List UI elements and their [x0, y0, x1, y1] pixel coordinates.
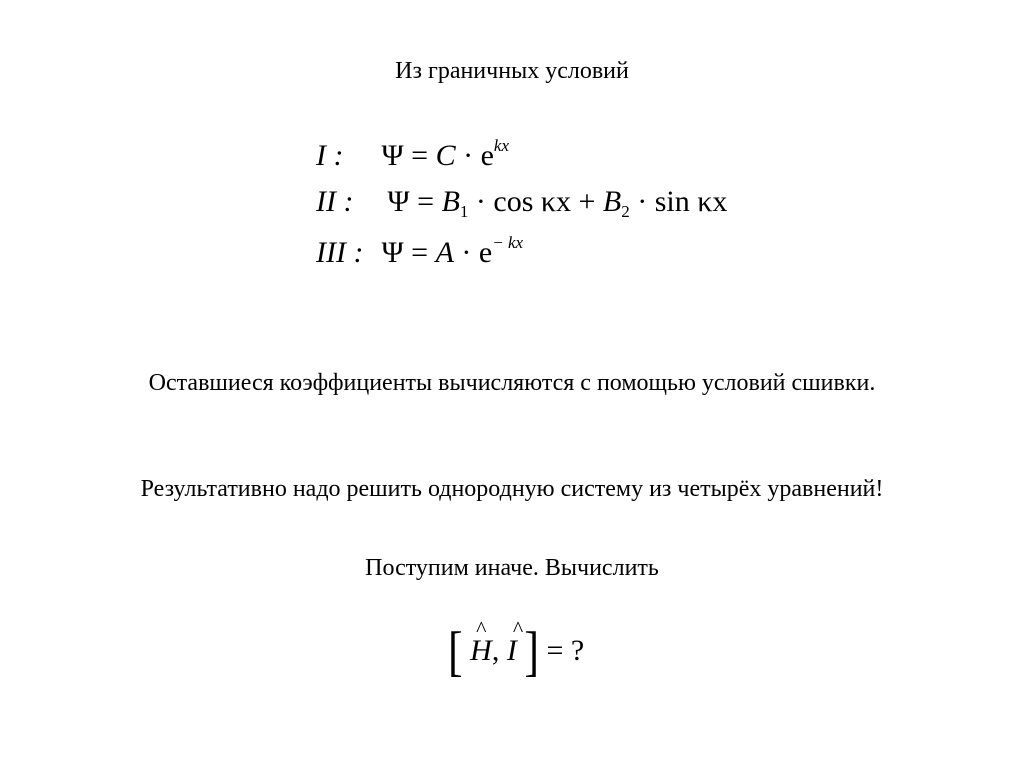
psi-symbol: Ψ — [381, 139, 404, 172]
operator-i-hat: ^ I — [507, 634, 517, 668]
subscript-1: 1 — [459, 202, 469, 221]
psi-symbol: Ψ — [387, 185, 410, 218]
coefficient-a: A — [435, 236, 454, 269]
equation-region-2 — [316, 185, 727, 222]
comma: , — [491, 634, 500, 667]
subscript-2: 2 — [621, 202, 630, 221]
exp-base: e — [480, 139, 494, 172]
sin-term: · sin κx — [637, 185, 728, 218]
close-bracket: ] — [524, 620, 539, 683]
exponent: − kx — [492, 233, 524, 252]
equation-label: III : — [316, 236, 364, 269]
dot-operator: · — [463, 139, 474, 172]
equation-region-3 — [316, 233, 523, 270]
remaining-coefficients-text: Оставшиеся коэффициенты вычисляются с помощью условий сшивки. — [148, 370, 876, 396]
equation-label: II : — [316, 185, 354, 218]
coefficient-c: C — [435, 139, 456, 172]
exp-base: e — [478, 236, 493, 269]
equals-sign: = — [411, 236, 429, 269]
open-bracket: [ — [448, 620, 463, 683]
exponent: kx — [493, 136, 509, 155]
equals-sign: = — [411, 139, 429, 172]
equals-question: = ? — [546, 634, 585, 667]
dot-operator: · — [461, 236, 472, 269]
coefficient-b1: B — [441, 185, 460, 218]
operator-h-hat: ^ H — [470, 634, 492, 668]
equation-region-1 — [316, 136, 509, 173]
cos-term: · cos κx + — [475, 185, 596, 218]
coefficient-b2: B — [602, 185, 622, 218]
compute-otherwise-text: Поступим иначе. Вычислить — [365, 555, 659, 581]
slide-title: Из граничных условий — [395, 58, 629, 84]
equation-label: I : — [316, 139, 344, 172]
homogeneous-system-text: Результативно надо решить однородную систему из четырёх уравнений! — [140, 476, 884, 502]
psi-symbol: Ψ — [381, 236, 404, 269]
commutator-formula — [448, 620, 585, 683]
equals-sign: = — [417, 185, 435, 218]
